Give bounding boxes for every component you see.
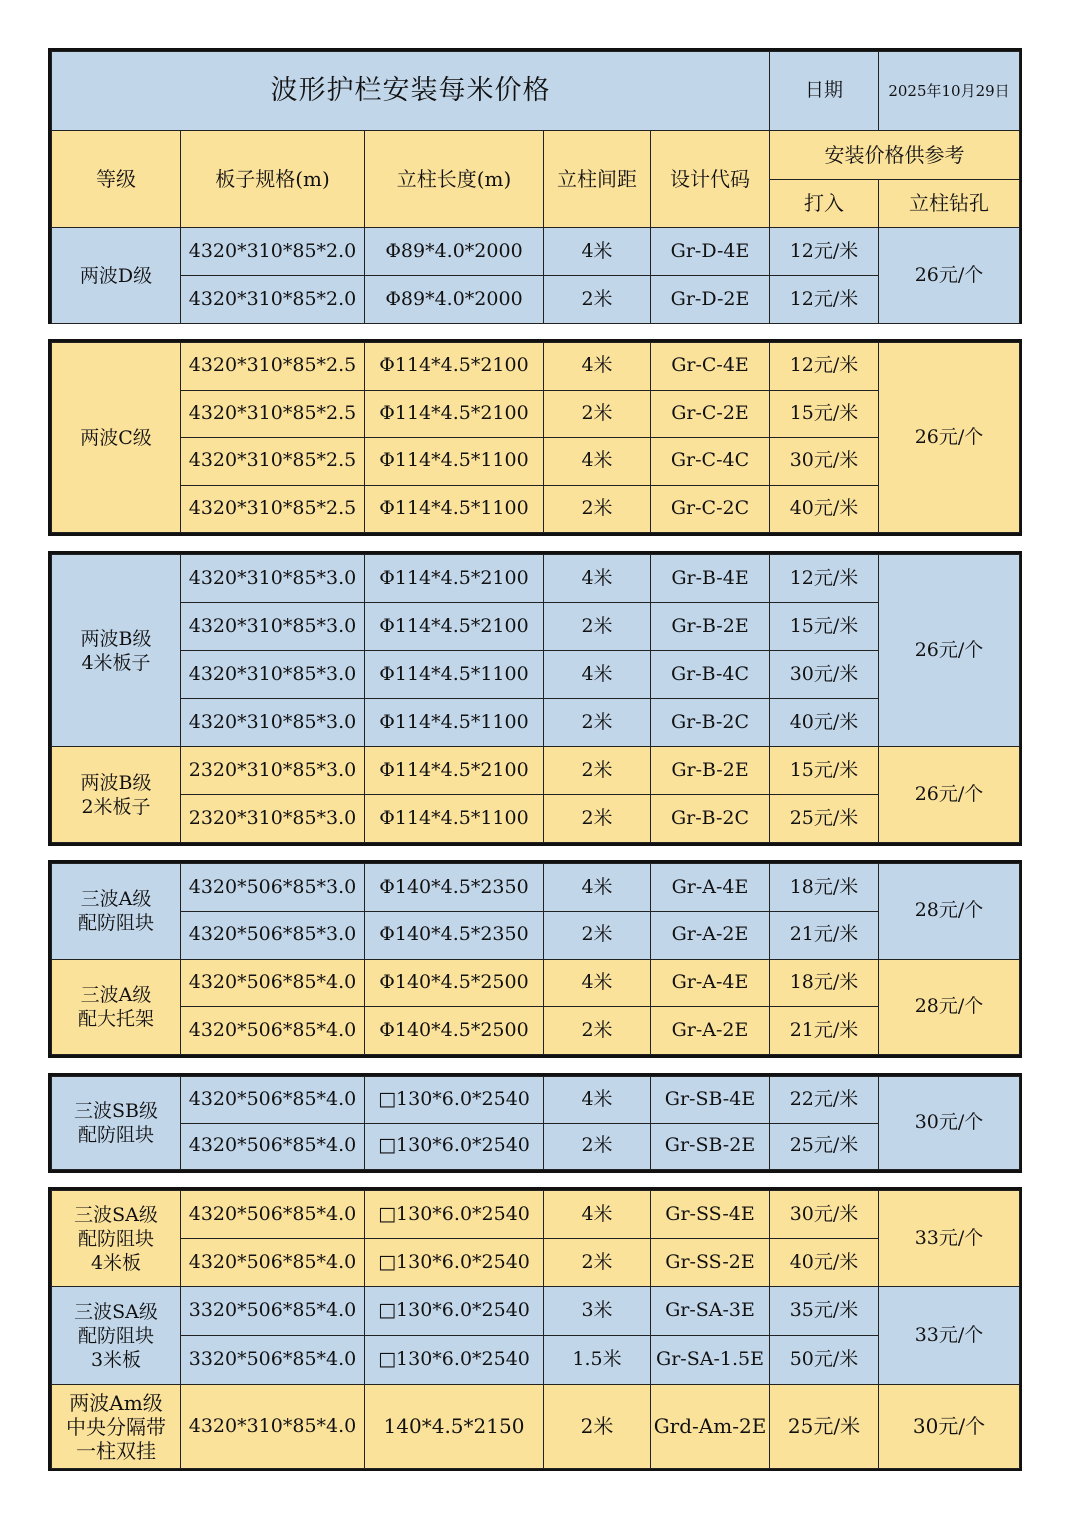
table-block-c	[48, 339, 1022, 536]
grade-cell: 三波SA级 配防阻块 3米板	[52, 1287, 181, 1385]
drive-price: 12元/米	[770, 228, 879, 276]
drive-price: 18元/米	[770, 864, 879, 912]
drive-price: 15元/米	[770, 603, 879, 651]
drive-price: 30元/米	[770, 1191, 879, 1239]
drill-price: 30元/个	[879, 1077, 1020, 1170]
table-row	[52, 864, 1020, 912]
panel-spec: 4320*310*85*2.5	[181, 485, 365, 533]
design-code: Gr-SB-2E	[651, 1123, 770, 1170]
panel-spec: 4320*506*85*4.0	[181, 1191, 365, 1239]
drive-price: 25元/米	[770, 1385, 879, 1469]
post-length: Φ114*4.5*1100	[365, 795, 544, 843]
table-row	[52, 555, 1020, 603]
table-block-sb	[48, 1073, 1022, 1173]
grade-cell: 两波Am级 中央分隔带 一柱双挂	[52, 1385, 181, 1469]
panel-spec: 4320*310*85*3.0	[181, 699, 365, 747]
table-row	[52, 276, 1020, 324]
design-code: Gr-D-4E	[651, 228, 770, 276]
table-row	[52, 795, 1020, 843]
table-row	[52, 747, 1020, 795]
table-row	[52, 603, 1020, 651]
panel-spec: 4320*310*85*2.5	[181, 343, 365, 391]
drive-price: 40元/米	[770, 485, 879, 533]
drill-price: 30元/个	[879, 1385, 1020, 1469]
design-code: Gr-A-4E	[651, 959, 770, 1007]
post-spacing: 4米	[544, 343, 651, 391]
post-length: Φ114*4.5*2100	[365, 747, 544, 795]
post-length: □130*6.0*2540	[365, 1239, 544, 1287]
design-code: Gr-B-4E	[651, 555, 770, 603]
post-spacing: 2米	[544, 276, 651, 324]
design-code: Gr-C-4E	[651, 343, 770, 391]
panel-spec: 4320*506*85*4.0	[181, 1007, 365, 1055]
design-code: Gr-B-4C	[651, 651, 770, 699]
drive-price: 12元/米	[770, 276, 879, 324]
col-header-price-group: 安装价格供参考	[770, 131, 1020, 180]
post-spacing: 4米	[544, 555, 651, 603]
table-row	[52, 911, 1020, 959]
post-spacing: 4米	[544, 1191, 651, 1239]
post-spacing: 4米	[544, 864, 651, 912]
post-length: □130*6.0*2540	[365, 1123, 544, 1170]
date-value: 2025年10月29日	[879, 52, 1020, 131]
grade-cell: 三波A级 配大托架	[52, 959, 181, 1055]
panel-spec: 3320*506*85*4.0	[181, 1336, 365, 1385]
panel-spec: 4320*310*85*3.0	[181, 651, 365, 699]
panel-spec: 4320*310*85*3.0	[181, 603, 365, 651]
drill-price: 26元/个	[879, 747, 1020, 843]
table-block-a	[48, 860, 1022, 1058]
drill-price: 33元/个	[879, 1191, 1020, 1287]
table-row	[52, 1385, 1020, 1469]
post-length: □130*6.0*2540	[365, 1336, 544, 1385]
table-row	[52, 438, 1020, 486]
table-row	[52, 651, 1020, 699]
post-spacing: 2米	[544, 485, 651, 533]
panel-spec: 4320*506*85*4.0	[181, 1123, 365, 1170]
design-code: Grd-Am-2E	[651, 1385, 770, 1469]
table-row	[52, 1239, 1020, 1287]
design-code: Gr-B-2C	[651, 795, 770, 843]
table-row	[52, 1123, 1020, 1170]
table-row	[52, 1287, 1020, 1336]
panel-spec: 4320*506*85*4.0	[181, 959, 365, 1007]
col-header-post: 立柱长度(m)	[365, 131, 544, 228]
panel-spec: 4320*310*85*4.0	[181, 1385, 365, 1469]
design-code: Gr-D-2E	[651, 276, 770, 324]
design-code: Gr-B-2E	[651, 603, 770, 651]
post-length: Φ114*4.5*2100	[365, 555, 544, 603]
drive-price: 35元/米	[770, 1287, 879, 1336]
drive-price: 12元/米	[770, 555, 879, 603]
col-header-drill: 立柱钻孔	[879, 180, 1020, 228]
panel-spec: 2320*310*85*3.0	[181, 795, 365, 843]
drive-price: 25元/米	[770, 795, 879, 843]
post-spacing: 4米	[544, 228, 651, 276]
design-code: Gr-C-2E	[651, 390, 770, 438]
post-length: Φ114*4.5*1100	[365, 485, 544, 533]
post-spacing: 3米	[544, 1287, 651, 1336]
post-length: Φ114*4.5*1100	[365, 651, 544, 699]
post-length: Φ140*4.5*2500	[365, 1007, 544, 1055]
table-row	[52, 390, 1020, 438]
design-code: Gr-C-4C	[651, 438, 770, 486]
panel-spec: 4320*506*85*3.0	[181, 911, 365, 959]
panel-spec: 3320*506*85*4.0	[181, 1287, 365, 1336]
table-row	[52, 1077, 1020, 1124]
table-row	[52, 485, 1020, 533]
page-title: 波形护栏安装每米价格	[52, 52, 770, 131]
post-length: Φ140*4.5*2500	[365, 959, 544, 1007]
post-spacing: 2米	[544, 390, 651, 438]
drill-price: 26元/个	[879, 555, 1020, 747]
post-spacing: 4米	[544, 651, 651, 699]
grade-cell: 三波A级 配防阻块	[52, 864, 181, 960]
col-header-drive: 打入	[770, 180, 879, 228]
drill-price: 33元/个	[879, 1287, 1020, 1385]
design-code: Gr-SA-3E	[651, 1287, 770, 1336]
table-row	[52, 228, 1020, 276]
post-length: Φ114*4.5*2100	[365, 343, 544, 391]
post-spacing: 2米	[544, 911, 651, 959]
post-length: Φ114*4.5*1100	[365, 699, 544, 747]
drive-price: 18元/米	[770, 959, 879, 1007]
panel-spec: 4320*310*85*2.5	[181, 390, 365, 438]
drive-price: 21元/米	[770, 1007, 879, 1055]
panel-spec: 2320*310*85*3.0	[181, 747, 365, 795]
grade-cell: 三波SA级 配防阻块 4米板	[52, 1191, 181, 1287]
post-length: Φ89*4.0*2000	[365, 276, 544, 324]
post-length: Φ114*4.5*2100	[365, 390, 544, 438]
panel-spec: 4320*310*85*3.0	[181, 555, 365, 603]
grade-cell: 两波B级 4米板子	[52, 555, 181, 747]
drill-price: 28元/个	[879, 864, 1020, 960]
drive-price: 15元/米	[770, 747, 879, 795]
post-spacing: 2米	[544, 1007, 651, 1055]
post-length: Φ89*4.0*2000	[365, 228, 544, 276]
table-row	[52, 343, 1020, 391]
panel-spec: 4320*310*85*2.0	[181, 228, 365, 276]
design-code: Gr-A-2E	[651, 1007, 770, 1055]
post-length: Φ114*4.5*1100	[365, 438, 544, 486]
drive-price: 21元/米	[770, 911, 879, 959]
panel-spec: 4320*310*85*2.0	[181, 276, 365, 324]
design-code: Gr-SA-1.5E	[651, 1336, 770, 1385]
table-block-sa-am	[48, 1187, 1022, 1471]
design-code: Gr-SB-4E	[651, 1077, 770, 1124]
date-label: 日期	[770, 52, 879, 131]
post-spacing: 2米	[544, 603, 651, 651]
post-spacing: 2米	[544, 1385, 651, 1469]
post-spacing: 2米	[544, 1239, 651, 1287]
drill-price: 26元/个	[879, 343, 1020, 533]
post-spacing: 2米	[544, 795, 651, 843]
post-length: □130*6.0*2540	[365, 1191, 544, 1239]
table-row	[52, 699, 1020, 747]
drive-price: 30元/米	[770, 438, 879, 486]
design-code: Gr-SS-4E	[651, 1191, 770, 1239]
post-spacing: 4米	[544, 959, 651, 1007]
post-length: □130*6.0*2540	[365, 1287, 544, 1336]
drive-price: 12元/米	[770, 343, 879, 391]
post-spacing: 4米	[544, 438, 651, 486]
drive-price: 40元/米	[770, 1239, 879, 1287]
panel-spec: 4320*310*85*2.5	[181, 438, 365, 486]
drive-price: 50元/米	[770, 1336, 879, 1385]
grade-cell: 两波B级 2米板子	[52, 747, 181, 843]
drive-price: 15元/米	[770, 390, 879, 438]
design-code: Gr-A-4E	[651, 864, 770, 912]
grade-cell: 两波C级	[52, 343, 181, 533]
panel-spec: 4320*506*85*3.0	[181, 864, 365, 912]
panel-spec: 4320*506*85*4.0	[181, 1077, 365, 1124]
panel-spec: 4320*506*85*4.0	[181, 1239, 365, 1287]
col-header-spacing: 立柱间距	[544, 131, 651, 228]
table-block-header-d	[48, 48, 1022, 324]
design-code: Gr-A-2E	[651, 911, 770, 959]
post-spacing: 2米	[544, 747, 651, 795]
post-length: Φ114*4.5*2100	[365, 603, 544, 651]
post-spacing: 2米	[544, 699, 651, 747]
drill-price: 28元/个	[879, 959, 1020, 1055]
design-code: Gr-B-2E	[651, 747, 770, 795]
table-row	[52, 1336, 1020, 1385]
col-header-grade: 等级	[52, 131, 181, 228]
drive-price: 30元/米	[770, 651, 879, 699]
drive-price: 22元/米	[770, 1077, 879, 1124]
post-length: Φ140*4.5*2350	[365, 864, 544, 912]
table-row	[52, 1191, 1020, 1239]
table-row	[52, 1007, 1020, 1055]
table-row	[52, 959, 1020, 1007]
drive-price: 25元/米	[770, 1123, 879, 1170]
drill-price: 26元/个	[879, 228, 1020, 324]
grade-cell: 三波SB级 配防阻块	[52, 1077, 181, 1170]
post-length: 140*4.5*2150	[365, 1385, 544, 1469]
design-code: Gr-B-2C	[651, 699, 770, 747]
design-code: Gr-C-2C	[651, 485, 770, 533]
table-block-b	[48, 551, 1022, 846]
grade-cell: 两波D级	[52, 228, 181, 324]
post-length: Φ140*4.5*2350	[365, 911, 544, 959]
design-code: Gr-SS-2E	[651, 1239, 770, 1287]
post-spacing: 2米	[544, 1123, 651, 1170]
post-length: □130*6.0*2540	[365, 1077, 544, 1124]
drive-price: 40元/米	[770, 699, 879, 747]
col-header-code: 设计代码	[651, 131, 770, 228]
post-spacing: 4米	[544, 1077, 651, 1124]
post-spacing: 1.5米	[544, 1336, 651, 1385]
col-header-panel: 板子规格(m)	[181, 131, 365, 228]
